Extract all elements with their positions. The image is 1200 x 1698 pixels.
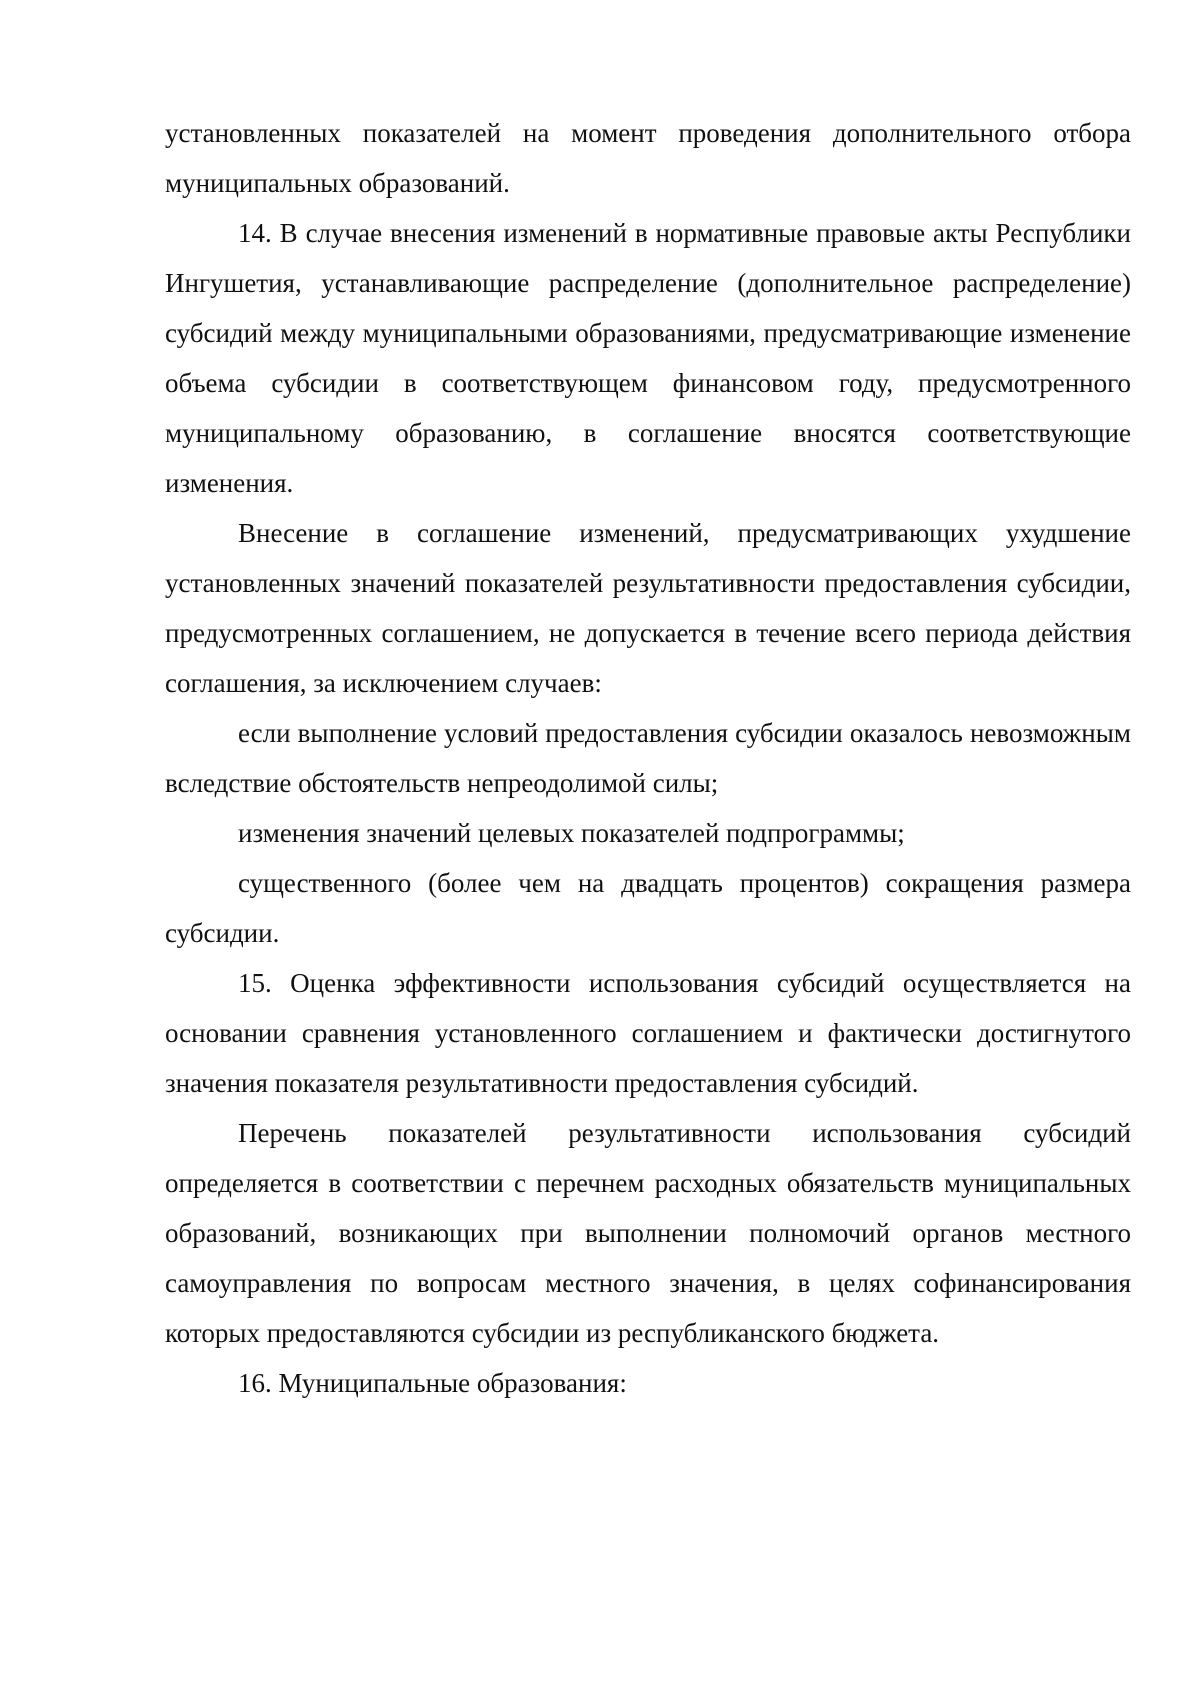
paragraph-item-16: 16. Муниципальные образования: <box>238 1368 627 1398</box>
paragraph-amendments: Внесение в соглашение изменений, предусматривающих ухудшение установленных значений показателей результативности предоставления субсидии, предусмотренных соглашением, не допускается в течение всего периода действия соглашения, за исключением случаев: <box>165 518 1131 698</box>
paragraph-case-indicators: изменения значений целевых показателей подпрограммы; <box>238 818 905 848</box>
paragraph-case-force-majeure: если выполнение условий предоставления субсидии оказалось невозможным вследствие обстоятельств непреодолимой силы; <box>165 718 1131 798</box>
paragraph-continuation: установленных показателей на момент проведения дополнительного отбора муниципальных образований. <box>165 118 1131 198</box>
document-page <box>165 108 1131 1408</box>
paragraph-indicator-list: Перечень показателей результативности использования субсидий определяется в соответствии с перечнем расходных обязательств муниципальных образований, возникающих при выполнении полномочий органов местного самоуправления по вопросам местного значения, в целях софинансирования которых предоставляются субсидии из республиканского бюджета. <box>165 1118 1131 1348</box>
paragraph-case-reduction: существенного (более чем на двадцать процентов) сокращения размера субсидии. <box>165 868 1131 948</box>
paragraph-item-14: 14. В случае внесения изменений в нормативные правовые акты Республики Ингушетия, устанавливающие распределение (дополнительное распределение) субсидий между муниципальными образованиями, предусматривающие изменение объема субсидии в соответствующем финансовом году, предусмотренного муниципальному образованию, в соглашение вносятся соответствующие изменения. <box>165 218 1131 498</box>
paragraph-item-15: 15. Оценка эффективности использования субсидий осуществляется на основании сравнения установленного соглашением и фактически достигнутого значения показателя результативности предоставления субсидий. <box>165 968 1131 1098</box>
